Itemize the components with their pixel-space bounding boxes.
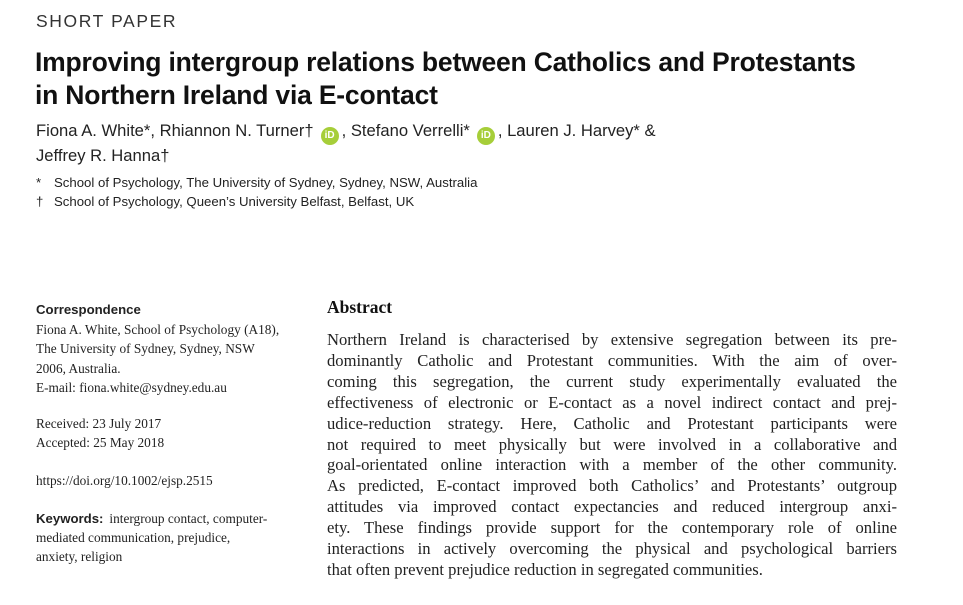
abstract-line: goal-orientated online interaction with a member of the other community. [327, 455, 897, 475]
keywords-line: anxiety, religion [36, 549, 123, 565]
title-line-1: Improving intergroup relations between Catholics and Protestants [35, 47, 856, 77]
orcid-icon[interactable]: iD [477, 127, 495, 145]
author-text-1: Fiona A. White*, Rhiannon N. Turner† [36, 121, 314, 140]
correspondence-line: Fiona A. White, School of Psychology (A18), [36, 322, 280, 338]
abstract-line: not required to meet physically but were involved in a collaborative and [327, 434, 897, 454]
abstract-body [327, 330, 897, 581]
section-label: SHORT PAPER [36, 11, 178, 31]
abstract-line: attitudes via improved contact expectancies and reduced intergroup anxi- [327, 497, 897, 517]
abstract-line: Northern Ireland is characterised by extensive segregation between its pre- [327, 330, 897, 349]
abstract-line: As predicted, E-contact improved both Catholics’ and Protestants’ outgroup [327, 476, 897, 496]
author-text-3: , Lauren J. Harvey* & [497, 121, 656, 140]
author-list [36, 120, 796, 167]
keywords-heading: Keywords: [36, 510, 104, 526]
orcid-icon[interactable]: iD [321, 127, 339, 145]
affiliations [36, 173, 736, 211]
doi-link[interactable]: https://doi.org/10.1002/ejsp.2515 [36, 473, 213, 489]
keywords-line: mediated communication, prejudice, [36, 529, 231, 545]
affiliation [36, 192, 736, 211]
article-sidebar [36, 300, 311, 566]
affiliation-text: School of Psychology, Queen’s University Belfast, Belfast, UK [54, 194, 415, 209]
author-text-4: Jeffrey R. Hanna† [36, 146, 170, 165]
keywords [36, 509, 311, 567]
abstract-line: ety. These findings provide support for the contemporary role of online [327, 518, 897, 538]
correspondence-line: The University of Sydney, Sydney, NSW [36, 341, 255, 357]
keywords-line: intergroup contact, computer- [109, 510, 268, 526]
author-text-2: , Stefano Verrelli* [341, 121, 470, 140]
abstract-line: dominantly Catholic and Protestant communities. With the aim of over- [327, 350, 897, 370]
abstract-line: udice-reduction strategy. Here, Catholic and Protestant participants were [327, 413, 897, 433]
paper-title [35, 46, 935, 112]
article-dates [36, 414, 311, 452]
received-date: Received: 23 July 2017 [36, 416, 162, 432]
affiliation-mark: * [36, 175, 42, 190]
title-line-2: in Northern Ireland via E-contact [35, 80, 438, 110]
abstract-heading: Abstract [327, 297, 393, 317]
abstract-line: effectiveness of electronic or E-contact as a novel indirect contact and prej- [327, 392, 897, 412]
abstract-line: interactions in actively overcoming the physical and psychological barriers [327, 539, 897, 559]
correspondence-line: 2006, Australia. [36, 360, 121, 376]
affiliation [36, 173, 736, 192]
abstract-line: coming this segregation, the current study experimentally evaluated the [327, 371, 897, 391]
correspondence-heading: Correspondence [36, 302, 141, 317]
correspondence-email[interactable]: E-mail: fiona.white@sydney.edu.au [36, 379, 227, 395]
affiliation-mark: † [36, 194, 44, 209]
abstract-line: that often prevent prejudice reduction in segregated communities. [327, 559, 763, 579]
accepted-date: Accepted: 25 May 2018 [36, 435, 165, 451]
affiliation-text: School of Psychology, The University of Sydney, Sydney, NSW, Australia [54, 175, 478, 190]
